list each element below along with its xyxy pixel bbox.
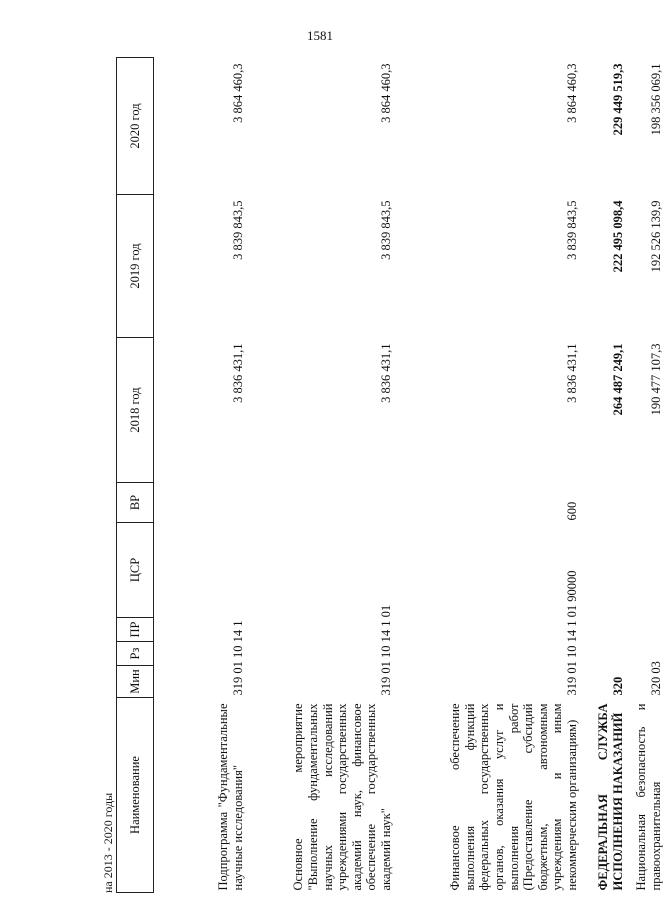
- col-header-name: Наименование: [117, 698, 154, 893]
- row-value-2020: 229 449 519,3: [610, 63, 625, 136]
- table-row: [626, 58, 664, 893]
- row-code: 319 01 10 14 1 01 90000: [564, 570, 579, 696]
- row-value-2020: 3 864 460,3: [564, 63, 579, 123]
- row-value-2018: 190 477 107,3: [648, 343, 663, 416]
- col-header-vr: ВР: [117, 483, 154, 523]
- col-header-rz: Рз: [117, 642, 154, 666]
- row-code: 319 01 10 14 1: [230, 620, 245, 696]
- row-vr: [626, 483, 664, 523]
- row-vr: [246, 483, 394, 523]
- row-value-2020: 3 864 460,3: [378, 63, 393, 123]
- row-value-2018: 264 487 249,1: [610, 343, 625, 416]
- col-header-csr: ЦСР: [117, 523, 154, 618]
- row-name: Финансовое обеспечение выполнения функций федеральных государственных органов, оказания услуг и выполнения работ (Предоставление субсидий бюджетным, автономным учреждениям и иным некоммерческим организациям): [448, 703, 579, 891]
- row-code: 320 03: [648, 661, 663, 696]
- col-header-min: Мин: [117, 666, 154, 698]
- col-header-pr: ПР: [117, 618, 154, 642]
- row-name: Основное мероприятие "Выполнение фундаментальных научных исследований учреждениями государственных академий наук, финансовое обеспечение государственных академий наук": [291, 703, 393, 891]
- row-code: 319 01 10 14 1 01: [378, 604, 393, 696]
- row-vr: 600: [564, 501, 579, 521]
- row-value-2018: 3 836 431,1: [564, 343, 579, 403]
- table-row: [154, 58, 246, 893]
- page-number: 1581: [307, 28, 333, 43]
- row-value-2019: 3 839 843,5: [230, 200, 245, 260]
- row-value-2020: 198 356 069,1: [648, 63, 663, 136]
- row-name: ФЕДЕРАЛЬНАЯ СЛУЖБА ИСПОЛНЕНИЯ НАКАЗАНИЙ: [596, 703, 625, 891]
- row-name: Национальная безопасность и правоохранительная: [634, 703, 663, 891]
- row-value-2018: 3 836 431,1: [378, 343, 393, 403]
- row-vr: [154, 483, 246, 523]
- table-row: [246, 58, 394, 893]
- table-row: [580, 58, 626, 893]
- rotated-budget-table: [101, 58, 663, 893]
- subtitle: на 2013 - 2020 годы: [101, 792, 115, 893]
- table-header-row: [117, 58, 154, 893]
- row-value-2018: 3 836 431,1: [230, 343, 245, 403]
- row-value-2019: 3 839 843,5: [378, 200, 393, 260]
- row-vr: [580, 483, 626, 523]
- budget-table: [116, 57, 664, 893]
- col-header-2018: 2018 год: [117, 338, 154, 483]
- row-name: Подпрограмма "Фундаментальные научные исследования": [216, 703, 245, 891]
- row-value-2019: 192 526 139,9: [648, 200, 663, 273]
- row-value-2019: 222 495 098,4: [610, 200, 625, 273]
- row-value-2019: 3 839 843,5: [564, 200, 579, 260]
- col-header-2020: 2020 год: [117, 58, 154, 195]
- table-row: [394, 58, 580, 893]
- col-header-2019: 2019 год: [117, 195, 154, 338]
- row-value-2020: 3 864 460,3: [230, 63, 245, 123]
- row-code: 320: [610, 676, 625, 696]
